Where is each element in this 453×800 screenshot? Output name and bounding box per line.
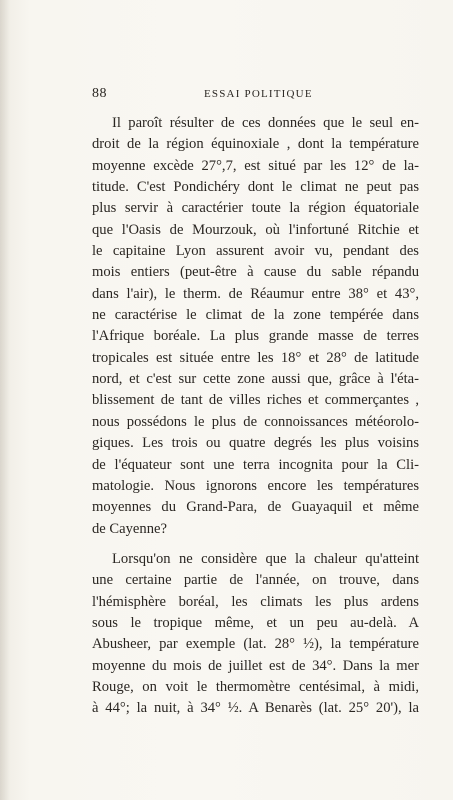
text-line: l'hémisphère boréal, les climats les plus ardens: [92, 593, 419, 610]
text-line: plus servir à caractérier toute la région équatoriale: [92, 200, 419, 217]
text-line: l'Afrique boréale. La plus grande masse de terres: [92, 328, 419, 345]
text-line: Abusheer, par exemple (lat. 28° ½), la température: [92, 636, 419, 653]
body-text: [92, 113, 419, 720]
text-line: blissement de tant de villes riches et commerçantes ,: [92, 392, 419, 409]
text-line: ne caractérise le climat de la zone tempérée dans: [92, 307, 419, 324]
text-line: de l'équateur sont une terra incognita pour la Cli-: [92, 456, 419, 473]
paragraph-1: [92, 113, 419, 540]
text-line: matologie. Nous ignorons encore les températures: [92, 477, 419, 494]
text-line: mois entiers (peut-être à cause du sable répandu: [92, 264, 419, 281]
text-line: moyenne du mois de juillet est de 34°. Dans la mer: [92, 657, 419, 674]
text-line: nous possédons le plus de connoissances météorolo-: [92, 413, 419, 430]
text-line: à 44°; la nuit, à 34° ½. A Benarès (lat. 25° 20'), la: [92, 700, 419, 717]
text-line: droit de la région équinoxiale , dont la température: [92, 136, 419, 153]
text-line: que l'Oasis de Mourzouk, où l'infortuné Ritchie et: [92, 221, 419, 238]
text-line: giques. Les trois ou quatre degrés les plus voisins: [92, 435, 419, 452]
text-line: de Cayenne?: [92, 520, 167, 537]
page-number: 88: [92, 86, 107, 101]
running-title: ESSAI POLITIQUE: [204, 88, 313, 100]
text-line: Lorsqu'on ne considère que la chaleur qu'atteint: [112, 550, 419, 567]
text-line: nord, et c'est sur cette zone aussi que, grâce à l'éta-: [92, 371, 419, 388]
text-line: une certaine partie de l'année, on trouve, dans: [92, 572, 419, 589]
text-line: moyennes du Grand-Para, de Guayaquil et même: [92, 499, 419, 516]
text-line: tropicales est située entre les 18° et 28° de latitude: [92, 349, 419, 366]
text-line: moyenne excède 27°,7, est situé par les 12° de la-: [92, 157, 419, 174]
page-header: [92, 86, 420, 106]
paragraph-gap: [92, 540, 419, 549]
text-line: dans l'air), le therm. de Réaumur entre 38° et 43°,: [92, 285, 419, 302]
paragraph-2: [92, 549, 419, 720]
spine-shadow: [0, 0, 10, 800]
text-line: titude. C'est Pondichéry dont le climat ne peut pas: [92, 179, 419, 196]
text-line: le capitaine Lyon assurent avoir vu, pendant des: [92, 243, 419, 260]
text-line: Il paroît résulter de ces données que le seul en-: [112, 115, 419, 131]
text-line: sous le tropique même, et un peu au-delà. A: [92, 614, 419, 631]
text-line: Rouge, on voit le thermomètre centésimal, à midi,: [92, 678, 419, 695]
